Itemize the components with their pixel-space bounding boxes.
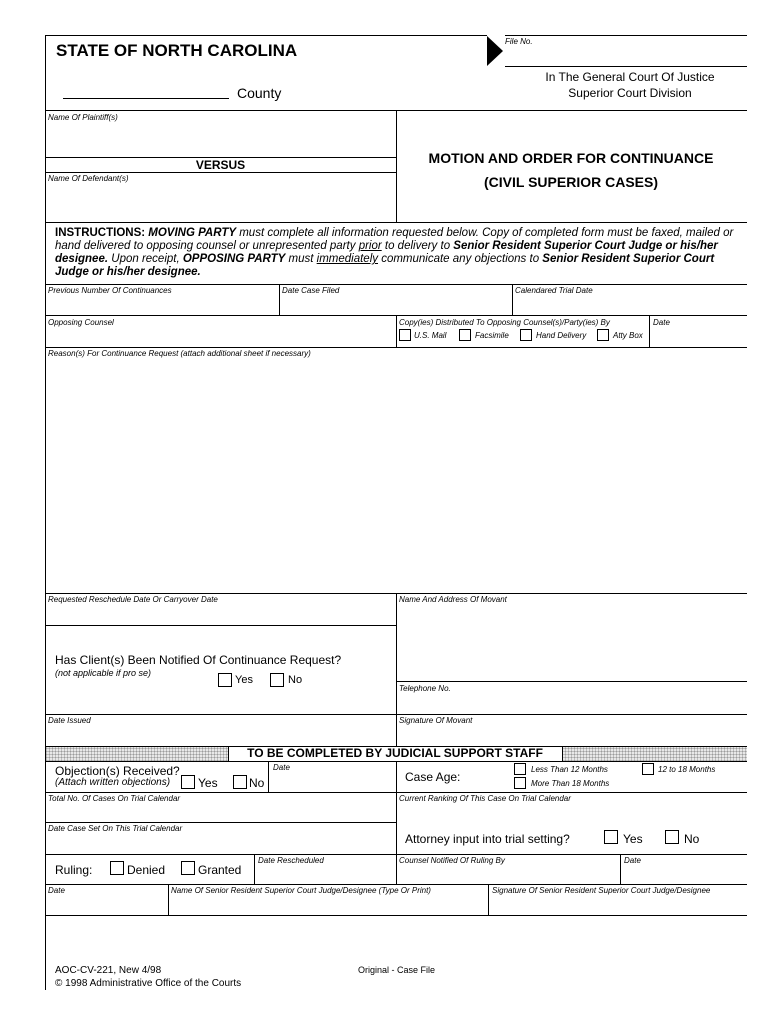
less-12-months-label: Less Than 12 Months [531,765,608,774]
movant-divider [396,593,397,746]
atty-box-checkbox[interactable] [597,329,609,341]
judge-signature-label: Signature Of Senior Resident Superior Court Judge/Designee [492,886,711,895]
attach-objections-note: (Attach written objections) [55,777,171,788]
judge-name-input[interactable] [171,898,487,912]
ruling-divider-c [620,854,621,884]
copyright-text: © 1998 Administrative Office of the Courts [55,978,242,989]
attorney-input-question: Attorney input into trial setting? [405,832,570,846]
copies-distributed-label: Copy(ies) Distributed To Opposing Counsel(s)/Party(ies) By [399,318,610,327]
judge-name-label: Name Of Senior Resident Superior Court Judge/Designee (Type Or Print) [171,886,431,895]
objections-date-input[interactable] [273,775,395,790]
client-notified-no-checkbox[interactable] [270,673,284,687]
more-18-months-label: More Than 18 Months [531,779,610,788]
objections-date-label: Date [273,763,290,772]
banner-divider-right [562,746,563,761]
row1-divider-a [279,284,280,315]
name-address-movant-input[interactable] [399,607,745,679]
instructions-text: INSTRUCTIONS: MOVING PARTY must complete all information requested below. Copy of completed form must be faxed, mailed or hand delivered to opposing counsel or unrepresented party prior to delivery to Senior Resident Superior Court Judge or his/her designee. Upon receipt, OPPOSING PARTY must immediately communicate any objections to Senior Resident Superior Court Judge or his/her designee. [55,227,734,278]
file-no-top-border [505,35,747,36]
file-no-arrow-icon [487,36,503,66]
denied-label: Denied [127,863,166,877]
attorney-input-no-checkbox[interactable] [665,830,679,844]
date-case-set-label: Date Case Set On This Trial Calendar [48,824,183,833]
atty-box-label: Atty Box [613,331,643,340]
banner-shade-left [46,747,228,761]
ruling-divider-b [396,854,397,884]
date-case-filed-input[interactable] [282,298,511,313]
defendant-label: Name Of Defendant(s) [48,174,129,183]
telephone-top-line [396,681,747,682]
case-age-label: Case Age: [405,770,461,784]
opposing-counsel-input[interactable] [48,330,392,345]
attorney-input-yes-label: Yes [623,832,643,846]
objections-no-checkbox[interactable] [233,775,247,789]
us-mail-label: U.S. Mail [414,331,447,340]
judge-signature-input[interactable] [492,898,746,912]
file-no-label: File No. [505,37,533,46]
objections-divider [268,761,269,792]
name-address-movant-label: Name And Address Of Movant [399,595,507,604]
copies-date-input[interactable] [653,330,747,345]
form-title-line1: MOTION AND ORDER FOR CONTINUANCE [428,150,714,166]
facsimile-checkbox[interactable] [459,329,471,341]
less-12-months-checkbox[interactable] [514,763,526,775]
attorney-input-no-label: No [684,832,700,846]
counsel-notified-input[interactable] [399,868,619,882]
hand-delivery-checkbox[interactable] [520,329,532,341]
judicial-middle-divider [396,761,397,854]
court-line2: Superior Court Division [568,86,692,100]
requested-reschedule-input[interactable] [48,607,392,622]
date-issued-input[interactable] [48,728,392,743]
county-input[interactable] [63,82,232,98]
signature-movant-input[interactable] [399,728,743,743]
total-cases-label: Total No. Of Cases On Trial Calendar [48,794,181,803]
client-notified-no-label: No [288,674,303,686]
objections-yes-checkbox[interactable] [181,775,195,789]
row2-divider-a [396,315,397,347]
opposing-counsel-label: Opposing Counsel [48,318,114,327]
judge-divider-a [168,884,169,915]
current-ranking-input[interactable] [399,806,743,820]
defendant-input[interactable] [48,188,392,216]
reasons-textarea[interactable] [48,362,744,590]
versus-label: VERSUS [195,158,246,172]
date-issued-top-line [45,714,747,715]
ruling-label: Ruling: [55,863,93,877]
date-issued-label: Date Issued [48,716,91,725]
parties-divider [396,110,397,222]
form-left-border [45,35,46,990]
ruling-divider-a [254,854,255,884]
calendared-trial-date-input[interactable] [515,298,744,313]
date-case-filed-label: Date Case Filed [282,286,340,295]
banner-shade-right [562,747,747,761]
previous-continuances-input[interactable] [48,298,277,313]
granted-label: Granted [198,863,242,877]
not-applicable-note: (not applicable if pro se) [55,668,152,678]
requested-reschedule-label: Requested Reschedule Date Or Carryover Date [48,595,218,604]
twelve-18-months-checkbox[interactable] [642,763,654,775]
date-case-set-top-line [45,822,396,823]
row2-divider-b [649,315,650,347]
instructions-top-line [45,222,747,223]
date-rescheduled-label: Date Rescheduled [258,856,324,865]
client-notified-yes-label: Yes [235,674,253,686]
county-label: County [237,85,282,101]
signature-movant-label: Signature Of Movant [399,716,473,725]
judge-bottom-line [45,915,747,916]
row1-top-line [45,284,747,285]
client-notified-yes-checkbox[interactable] [218,673,232,687]
judicial-banner: TO BE COMPLETED BY JUDICIAL SUPPORT STAFF [247,746,543,760]
objections-no-label: No [249,776,265,790]
telephone-input[interactable] [470,684,744,698]
telephone-label: Telephone No. [399,684,451,693]
reschedule-bottom-line [45,625,396,626]
plaintiff-input[interactable] [48,128,392,154]
judge-date-input[interactable] [48,898,167,912]
objections-yes-label: Yes [198,776,218,790]
judge-divider-b [488,884,489,915]
ruling-date-label: Date [624,856,641,865]
state-title: STATE OF NORTH CAROLINA [56,41,298,60]
judge-top-line [45,884,747,885]
previous-continuances-label: Previous Number Of Continuances [48,286,172,295]
form-top-border [45,35,487,36]
county-underline [63,98,229,99]
file-no-input[interactable] [560,44,744,62]
objections-received-label: Objection(s) Received? [55,764,180,778]
counsel-notified-label: Counsel Notified Of Ruling By [399,856,505,865]
form-title-line2: (CIVIL SUPERIOR CASES) [484,174,658,190]
calendared-trial-date-label: Calendared Trial Date [515,286,593,295]
client-notified-question: Has Client(s) Been Notified Of Continuance Request? [55,653,342,667]
court-line1: In The General Court Of Justice [545,70,715,84]
versus-bottom-line [45,172,396,173]
granted-checkbox[interactable] [181,861,195,875]
file-no-bottom-border [505,66,747,67]
date-case-set-input[interactable] [48,836,392,851]
hand-delivery-label: Hand Delivery [536,331,587,340]
distribution-text: Original - Case File [358,965,436,975]
date-rescheduled-input[interactable] [258,868,395,882]
totals-top-line [45,792,747,793]
judge-date-label: Date [48,886,65,895]
copies-date-label: Date [653,318,670,327]
reasons-label: Reason(s) For Continuance Request (attach additional sheet if necessary) [48,349,311,358]
twelve-18-months-label: 12 to 18 Months [658,765,716,774]
form-number: AOC-CV-221, New 4/98 [55,965,162,976]
current-ranking-label: Current Ranking Of This Case On Trial Calendar [399,794,571,803]
more-18-months-checkbox[interactable] [514,777,526,789]
reasons-top-line [45,347,747,348]
us-mail-checkbox[interactable] [399,329,411,341]
total-cases-input[interactable] [48,806,392,820]
denied-checkbox[interactable] [110,861,124,875]
ruling-date-input[interactable] [624,868,746,882]
attorney-input-yes-checkbox[interactable] [604,830,618,844]
row1-divider-b [512,284,513,315]
facsimile-label: Facsimile [475,331,509,340]
plaintiff-label: Name Of Plaintiff(s) [48,113,118,122]
